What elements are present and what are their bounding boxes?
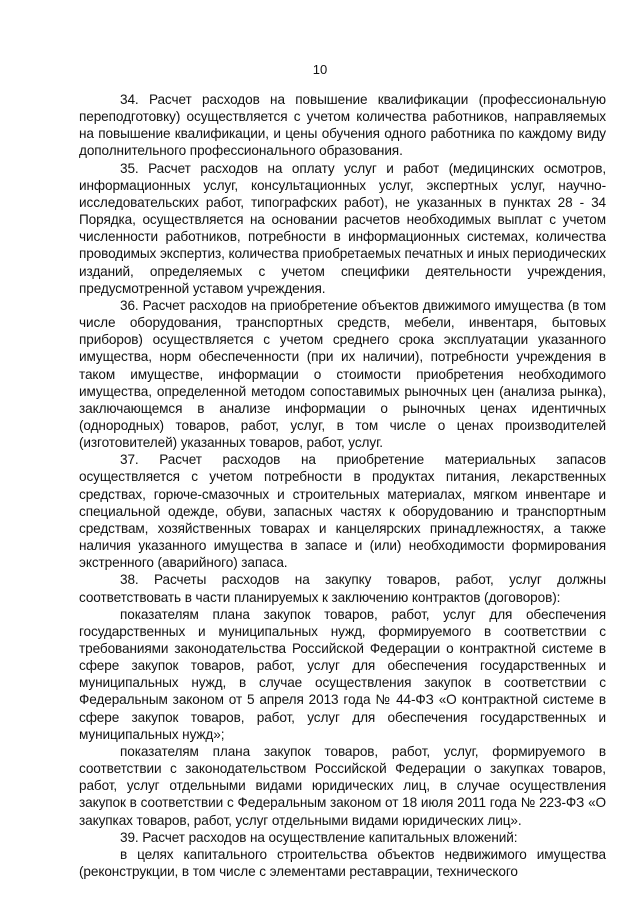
paragraph-35: 35. Расчет расходов на оплату услуг и работ (медицинских осмотров, информационных услуг, консультационных услуг, экспертных услуг, научно-исследовательских работ, типографских работ), не указанных в пунктах 28 - 34 Порядка, осуществляется на основании расчетов необходимых выплат с учетом численности работников, потребности в информационных системах, количества проводимых экспертиз, количества приобретаемых печатных и иных периодических изданий, определяемых с учетом специфики деятельности учреждения, предусмотренной уставом учреждения. [79,160,606,296]
page-number: 10 [312,62,328,77]
paragraph-38-item-223fz: показателям плана закупок товаров, работ, услуг, формируемого в соответствии с законодательством Российской Федерации о закупках товаров, работ, услуг отдельными видами юридических лиц, в случае осуществления закупок в соответствии с Федеральным законом от 18 июля 2011 года № 223-ФЗ «О закупках товаров, работ, услуг отдельными видами юридических лиц». [79,743,606,828]
paragraph-37: 37. Расчет расходов на приобретение материальных запасов осуществляется с учетом потребности в продуктах питания, лекарственных средствах, горюче-смазочных и строительных материалах, мягком инвентаре и специальной одежде, обуви, запасных частях к оборудованию и транспортным средствам, хозяйственных товарах и канцелярских принадлежностях, а также наличия указанного имущества в запасе и (или) необходимости формирования экстренного (аварийного) запаса. [79,452,606,571]
paragraph-39: 39. Расчет расходов на осуществление капитальных вложений: [120,829,518,845]
paragraph-36: 36. Расчет расходов на приобретение объектов движимого имущества (в том числе оборудования, транспортных средств, мебели, инвентаря, бытовых приборов) осуществляется с учетом среднего срока эксплуатации указанного имущества, норм обеспеченности (при их наличии), потребности учреждения в таком имуществе, информации о стоимости приобретения необходимого имущества, определенной методом сопоставимых рыночных цен (анализа рынка), заключающемся в анализе информации о рыночных ценах идентичных (однородных) товаров, работ, услуг, в том числе о ценах производителей (изготовителей) указанных товаров, работ, услуг. [79,297,606,451]
paragraph-34: 34. Расчет расходов на повышение квалификации (профессиональную переподготовку) осуществляется с учетом количества работников, направляемых на повышение квалификации, и цены обучения одного работника по каждому виду дополнительного профессионального образования. [79,92,606,159]
document-body [79,91,606,880]
paragraph-39-item-construction: в целях капитального строительства объектов недвижимого имущества (реконструкции, в том числе с элементами реставрации, технического [79,846,606,880]
paragraph-38-item-44fz: показателям плана закупок товаров, работ, услуг для обеспечения государственных и муниципальных нужд, формируемого в соответствии с требованиями законодательства Российской Федерации о контрактной системе в сфере закупок товаров, работ, услуг для обеспечения государственных и муниципальных нужд, в случае осуществления закупок в соответствии с Федеральным законом от 5 апреля 2013 года № 44-ФЗ «О контрактной системе в сфере закупок товаров, работ, услуг для обеспечения государственных и муниципальных нужд»; [79,606,606,742]
paragraph-38: 38. Расчеты расходов на закупку товаров, работ, услуг должны соответствовать в части планируемых к заключению контрактов (договоров): [79,572,606,605]
